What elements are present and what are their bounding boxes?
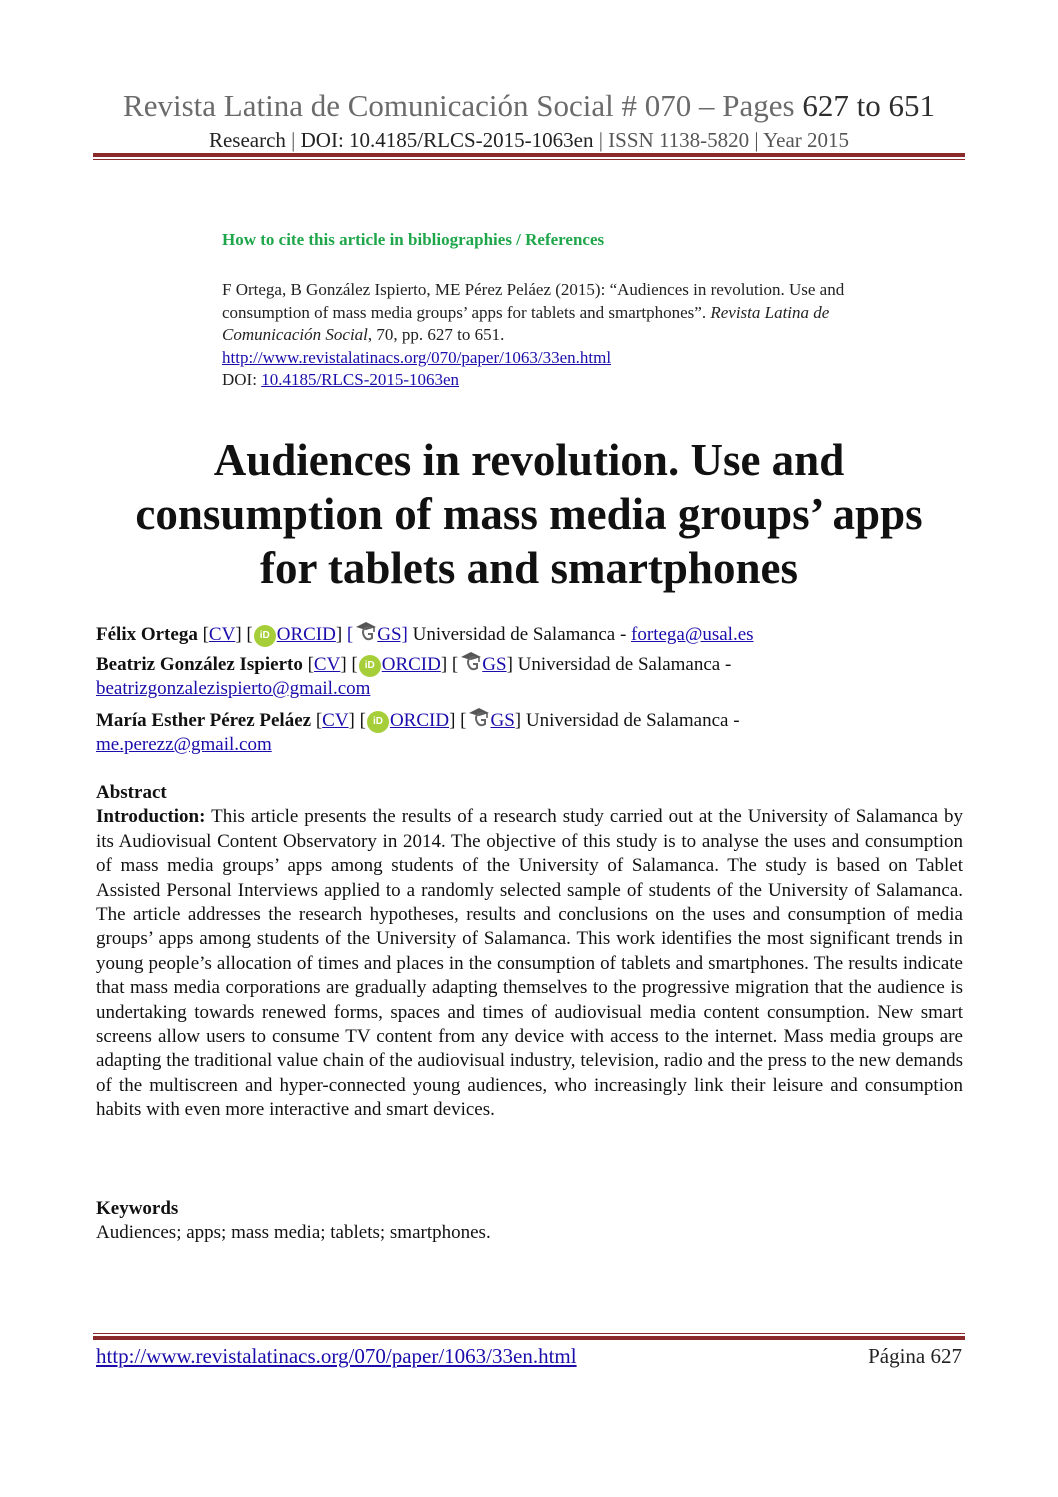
author-gs-link[interactable]: GS bbox=[490, 710, 515, 731]
google-scholar-icon[interactable] bbox=[353, 620, 377, 642]
citation-doi-label: DOI: bbox=[222, 370, 262, 389]
author-orcid-link[interactable]: ORCID bbox=[276, 624, 336, 645]
meta-separator: | bbox=[749, 128, 764, 152]
author-affiliation: ] Universidad de Salamanca - bbox=[506, 654, 732, 675]
google-scholar-icon[interactable] bbox=[466, 706, 490, 728]
orcid-icon[interactable]: iD bbox=[254, 625, 276, 647]
citation-line bbox=[222, 369, 952, 392]
author-email-link[interactable]: fortega@usal.es bbox=[631, 624, 754, 645]
citation-pages: , 70, pp. 627 to 651. bbox=[367, 325, 505, 344]
abstract-section bbox=[96, 781, 963, 1123]
keywords-text: Audiences; apps; mass media; tablets; smartphones. bbox=[96, 1222, 491, 1244]
header-rule bbox=[93, 153, 965, 157]
journal-name: Revista Latina de Comunicación Social # 070 – Pages bbox=[123, 88, 803, 123]
author-entry: Beatriz González Ispierto [CV] [ iD ORCID] [ GS] Universidad de Salamanca - bbox=[96, 650, 966, 676]
title-line: for tablets and smartphones bbox=[260, 543, 798, 593]
author-affiliation: Universidad de Salamanca - bbox=[407, 624, 632, 645]
author-orcid-link[interactable]: ORCID bbox=[381, 654, 441, 675]
citation-line: F Ortega, B González Ispierto, ME Pérez Peláez (2015): “Audiences in revolution. Use and bbox=[222, 280, 845, 299]
header-rule-thin bbox=[93, 159, 965, 160]
author-email-link[interactable]: me.perezz@gmail.com bbox=[96, 734, 272, 755]
author-entry: Félix Ortega [CV] [ iD ORCID] [ GS] Universidad de Salamanca - fortega@usal.es bbox=[96, 620, 966, 646]
author-cv-link[interactable]: CV bbox=[208, 624, 236, 645]
keywords-heading: Keywords bbox=[96, 1198, 179, 1219]
article-title bbox=[60, 433, 998, 595]
meta-issn: ISSN 1138-5820 bbox=[608, 128, 750, 152]
author-cv-link[interactable]: CV bbox=[322, 710, 349, 731]
author-list bbox=[96, 620, 966, 758]
author-email-link[interactable]: beatrizgonzalezispierto@gmail.com bbox=[96, 678, 371, 699]
author-orcid-link[interactable]: ORCID bbox=[389, 710, 450, 731]
abstract-body bbox=[96, 805, 963, 1122]
author-gs-link[interactable]: GS bbox=[482, 654, 507, 675]
footer-url-link[interactable]: http://www.revistalatinacs.org/070/paper/1063/33en.html bbox=[96, 1344, 577, 1368]
author-name: Beatriz González Ispierto bbox=[96, 654, 303, 675]
google-scholar-icon[interactable] bbox=[458, 650, 482, 672]
meta-separator: | bbox=[593, 128, 609, 152]
orcid-icon[interactable]: iD bbox=[367, 711, 389, 733]
author-entry: María Esther Pérez Peláez [CV] [ iD ORCID] [ GS] Universidad de Salamanca - bbox=[96, 706, 966, 732]
citation-doi-link[interactable]: 10.4185/RLCS-2015-1063en bbox=[261, 370, 460, 389]
author-gs-label[interactable]: GS] bbox=[377, 624, 408, 645]
citation-block bbox=[222, 279, 952, 392]
orcid-icon[interactable]: iD bbox=[359, 655, 381, 677]
footer-rule-thin bbox=[93, 1333, 965, 1334]
citation-heading: How to cite this article in bibliographies / References bbox=[222, 230, 605, 249]
citation-text: consumption of mass media groups’ apps for tablets and smartphones”. bbox=[222, 302, 711, 322]
author-name: María Esther Pérez Peláez bbox=[96, 710, 312, 731]
pages-range: 627 to 651 bbox=[802, 88, 935, 123]
meta-doi: DOI: 10.4185/RLCS-2015-1063en bbox=[300, 128, 594, 152]
citation-journal: Revista Latina de bbox=[710, 302, 830, 322]
author-cv-link[interactable]: CV bbox=[313, 654, 341, 675]
citation-line bbox=[222, 324, 952, 347]
author-email-line bbox=[96, 732, 966, 758]
author-gs-link[interactable]: [ GS] bbox=[347, 624, 408, 645]
keywords-section bbox=[96, 1197, 963, 1246]
citation-line bbox=[222, 302, 952, 325]
footer-rule bbox=[93, 1336, 965, 1340]
citation-url-link[interactable]: http://www.revistalatinacs.org/070/paper/1063/33en.html bbox=[222, 347, 612, 367]
meta-research: Research bbox=[208, 128, 286, 152]
abstract-heading: Abstract bbox=[96, 782, 167, 803]
author-email-line bbox=[96, 676, 966, 702]
abstract-text: This article presents the results of a research study carried out at the University of Salamanca by its Audiovisual Content Observatory in 2014. The objective of this study is to analyse the uses and consumption of mass media groups’ apps among students of the University of Salamanca. The study is based on Tablet Assisted Personal Interviews applied to a randomly selected sample of students of the University of Salamanca. The article addresses the research hypotheses, results and conclusions on the uses and consumption of media groups’ apps among students of the University of Salamanca. This work identifies the most significant trends in young people’s allocation of times and places in the consumption of tablets and smartphones. The results indicate that mass media corporations are gradually adapting themselves to the progressive migration that the audience is undertaking towards renewed forms, spaces and times of audiovisual media content consumption. New smart screens allow users to consume TV content from any device with access to the internet. Mass media groups are adapting the traditional value chain of the audiovisual industry, television, radio and the press to the new demands of the multiscreen and hyper-connected young audiences, who increasingly link their leisure and consumption habits with even more interactive and smart devices. bbox=[96, 806, 963, 1121]
meta-year: Year 2015 bbox=[763, 128, 850, 152]
citation-journal: Comunicación Social bbox=[222, 325, 368, 344]
journal-title bbox=[0, 86, 1058, 126]
page-number: Página 627 bbox=[868, 1344, 962, 1368]
title-line: Audiences in revolution. Use and bbox=[213, 435, 845, 485]
title-line: consumption of mass media groups’ apps bbox=[135, 489, 923, 539]
author-affiliation: ] Universidad de Salamanca - bbox=[514, 710, 740, 731]
citation-line bbox=[222, 347, 952, 370]
abstract-intro-label: Introduction: bbox=[96, 806, 206, 828]
journal-meta bbox=[0, 127, 1058, 153]
author-name: Félix Ortega bbox=[96, 624, 198, 645]
meta-separator: | bbox=[285, 128, 301, 152]
